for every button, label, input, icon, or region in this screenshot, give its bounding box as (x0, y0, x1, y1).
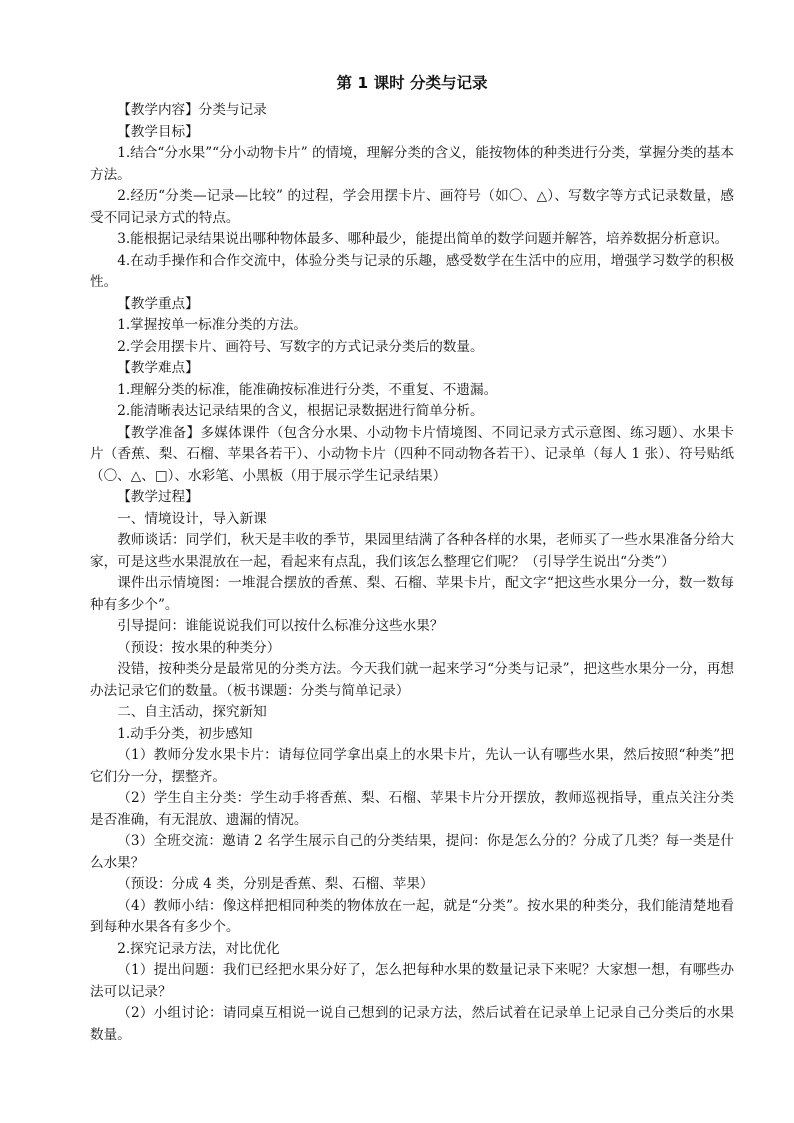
paragraph: 引导提问：谁能说说我们可以按什么标准分这些水果？ (117, 618, 444, 634)
document-body (90, 100, 734, 1046)
paragraph: 【教学难点】 (117, 360, 199, 376)
paragraph: 1.动手分类，初步感知 (117, 725, 253, 742)
paragraph: 【教学目标】 (117, 123, 199, 140)
paragraph: 2.学会用摆卡片、画符号、写数字的方式记录分类后的数量。 (117, 338, 484, 355)
paragraph: （1）提出问题：我们已经把水果分好了，怎么把每种水果的数量记录下来呢？大家想一想，有哪些办法可以记录？ (90, 962, 734, 1000)
paragraph: （预设：分成 4 类，分别是香蕉、梨、石榴、苹果） (117, 876, 434, 892)
paragraph: 没错，按种类分是最常见的分类方法。今天我们就一起来学习“分类与记录”，把这些水果分一分，再想办法记录它们的数量。（板书课题：分类与简单记录） (90, 661, 734, 699)
paragraph: 2.经历“分类—记录—比较” 的过程，学会用摆卡片、画符号（如〇、△）、写数字等方式记录数量，感受不同记录方式的特点。 (90, 188, 734, 226)
paragraph: 【教学过程】 (117, 489, 199, 505)
paragraph: 【教学准备】多媒体课件（包含分水果、小动物卡片情境图、不同记录方式示意图、练习题）、水果卡片（香蕉、梨、石榴、苹果各若干）、小动物卡片（四种不同动物各若干）、记录单（每人 1 张）、符号贴纸（〇、△、□）、水彩笔、小黑板（用于展示学生记录结果） (90, 424, 734, 484)
paragraph: 一、情境设计，导入新课 (117, 510, 267, 527)
paragraph: 4.在动手操作和合作交流中，体验分类与记录的乐趣，感受数学在生活中的应用，增强学习数学的积极性。 (90, 252, 734, 290)
paragraph: 二、自主活动，探究新知 (117, 704, 267, 720)
paragraph: 【教学内容】分类与记录 (117, 102, 267, 118)
paragraph: 1.理解分类的标准，能准确按标准进行分类，不重复、不遗漏。 (117, 381, 498, 398)
paragraph: （3）全班交流：邀请 2 名学生展示自己的分类结果，提问：你是怎么分的？分成了几类？每一类是什么水果？ (90, 833, 734, 871)
paragraph: 2.探究记录方法，对比优化 (117, 940, 280, 957)
paragraph: 【教学重点】 (117, 295, 199, 312)
paragraph: 1.掌握按单一标准分类的方法。 (117, 317, 307, 333)
paragraph: 课件出示情境图：一堆混合摆放的香蕉、梨、石榴、苹果卡片，配文字“把这些水果分一分，数一数每种有多少个”。 (90, 575, 734, 613)
paragraph: （预设：按水果的种类分） (117, 639, 281, 656)
document-page (90, 68, 734, 1046)
paragraph: （1）教师分发水果卡片：请每位同学拿出桌上的水果卡片，先认一认有哪些水果，然后按照“种类”把它们分一分，摆整齐。 (90, 747, 734, 785)
paragraph: （2）学生自主分类：学生动手将香蕉、梨、石榴、苹果卡片分开摆放，教师巡视指导，重点关注分类是否准确，有无混放、遗漏的情况。 (90, 790, 734, 828)
lesson-title: 第 1 课时 分类与记录 (336, 74, 488, 92)
paragraph: （4）教师小结：像这样把相同种类的物体放在一起，就是“分类”。按水果的种类分，我们能清楚地看到每种水果各有多少个。 (90, 897, 734, 935)
paragraph: （2）小组讨论：请同桌互相说一说自己想到的记录方法，然后试着在记录单上记录自己分类后的水果数量。 (90, 1005, 734, 1043)
paragraph: 1.结合“分水果”“分小动物卡片” 的情境，理解分类的含义，能按物体的种类进行分类，掌握分类的基本方法。 (90, 145, 734, 183)
paragraph: 2.能清晰表达记录结果的含义，根据记录数据进行简单分析。 (117, 403, 484, 419)
paragraph: 教师谈话：同学们，秋天是丰收的季节，果园里结满了各种各样的水果，老师买了一些水果准备分给大家，可是这些水果混放在一起，看起来有点乱，我们该怎么整理它们呢？（引导学生说出“分类”） (90, 532, 734, 570)
paragraph: 3.能根据记录结果说出哪种物体最多、哪种最少，能提出简单的数学问题并解答，培养数据分析意识。 (117, 231, 729, 247)
